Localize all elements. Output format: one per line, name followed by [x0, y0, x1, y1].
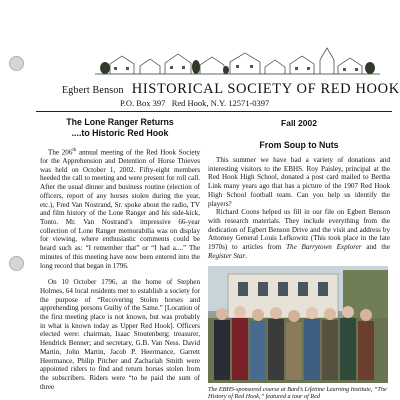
city-state-zip: Red Hook, N.Y. 12571-0397 — [171, 98, 270, 108]
society-title — [62, 80, 400, 98]
article-paragraph-1: The 206th annual meeting of the Red Hook Society for the Apprehension and Detention of Horse Thieves was held on October 1, 2002. Fifty-eight members heeded the call to meeting and were present for roll call. After the usual dinner and business routine (election of officers, report of any horses stolen during the year, etc.), Fred Van Nostrand, Sr. spoke about the radio, TV and film history of the Lone Ranger and his side-kick, Tonto. Mr. Van Nostrand’s impressive 66-year collection of Lone Ranger memorabilia was on display for viewing, where enthusiastic comments could be heard such as: “I remember that” or “I had a....” The minutes of this meeting have now been entered into the long record that began in 1796. — [40, 148, 200, 270]
group-photo — [208, 266, 388, 383]
mailing-address — [120, 98, 269, 108]
issue-date: Fall 2002 — [281, 118, 317, 128]
headline-line-2: ....to Historic Red Hook — [71, 128, 169, 138]
punch-hole-middle — [9, 256, 24, 271]
right-column — [208, 115, 390, 260]
village-skyline-illustration — [0, 40, 400, 80]
header-divider — [36, 111, 392, 112]
soup-paragraph-2: Richard Coons helped us fill in our file on Egbert Benson with research materials. They include everything from the dedication of Egbert Benson Drive and the visit and address by Attorney General Louis Lefkowitz (This took place in the late 1970s) to articles from The Barrytown Explorer and the Register Star. — [208, 208, 390, 260]
po-box: P.O. Box 397 — [120, 98, 166, 108]
soup-paragraph-1: This summer we have had a variety of donations and interesting visitors to the EBHS. Roy Paisley, principal at the Red Hook High School, donated a post card mailed to Bertha Link many years ago that has a picture of the 1907 Red Hook High School football team. Can you help us identify the players? — [208, 156, 390, 208]
article-paragraph-2: On 10 October 1796, at the home of Stephen Holmes, 64 local residents met to establish a society for the purpose of “Recovering Stolen horses and apprehending persons Guilty of the Same.” [Location of the first meeting place is not known, but was probably in what is known today as Upper Red Hook]. Officers elected were: chairman, Isaac Stoutenberg; treasurer, Hendrick Benner; and secretary, G.B. Van Ness. David Martin, John Martin, Jacob P. Heermance, Garrett Heermance, Philip Pitcher and Zachariah Smith were appointed riders to find and return horses stolen from the subscribers. Riders were “to be paid the sum of three — [40, 278, 200, 391]
headline-line-1: The Lone Ranger Returns — [66, 117, 174, 127]
group-photo-scene — [208, 266, 388, 383]
soup-to-nuts-headline: From Soup to Nuts — [259, 140, 339, 150]
society-name: HISTORICAL SOCIETY OF RED HOOK — [131, 81, 400, 97]
society-prefix: Egbert Benson — [62, 85, 124, 96]
left-column — [40, 115, 200, 391]
article-headline — [40, 117, 200, 139]
photo-caption: The EBHS-sponsored course at Bard’s Lifetime Learning Institute, “The History of Red Hook,” featured a tour of Red — [208, 386, 387, 400]
